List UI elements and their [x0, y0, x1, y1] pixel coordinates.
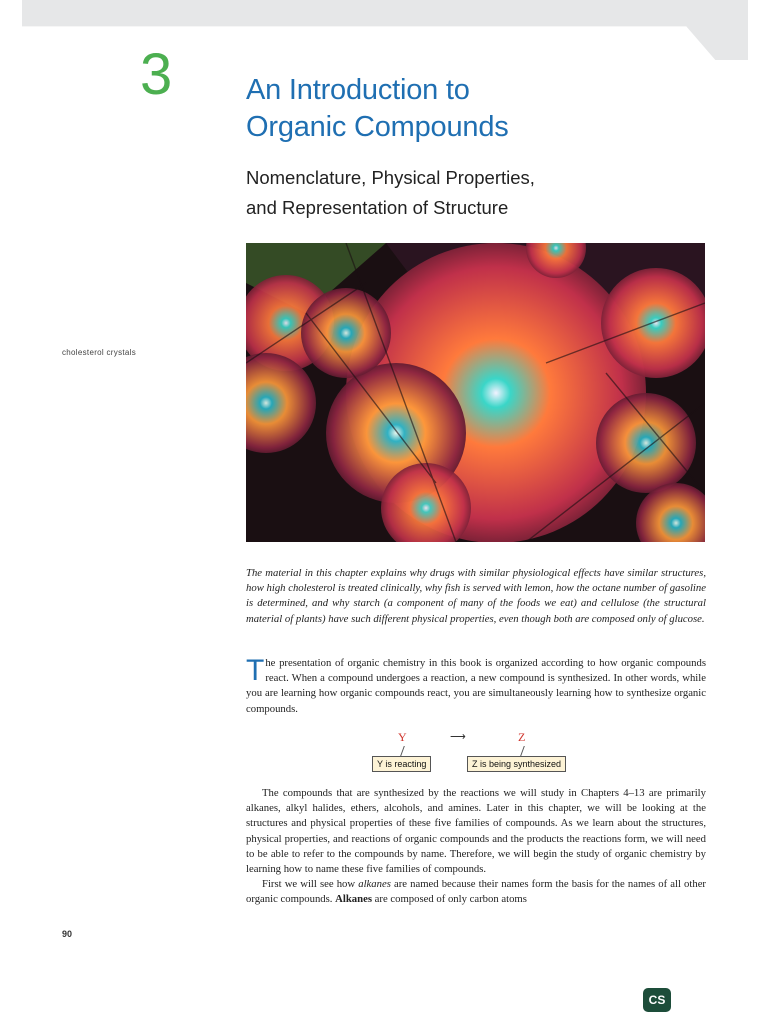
figure-caption: cholesterol crystals [62, 348, 137, 357]
reactant-letter: Y [398, 730, 407, 744]
paragraph-3-text-a: First we will see how [262, 878, 359, 891]
product-label: Z is being synthesized [467, 756, 566, 772]
opening-paragraph-text: he presentation of organic chemistry in this book is organized according to how organic compounds react. When a compound undergoes a reaction, a new compound is synthesized. In other words, while you are learning how organic compounds react, you are simultaneously learning how to synthesize organic compounds. [246, 657, 706, 715]
cholesterol-crystals-photo [246, 243, 705, 542]
page-number: 90 [62, 929, 73, 939]
chapter-title-line1: An Introduction to [246, 74, 470, 106]
chapter-subtitle-line2: and Representation of Structure [246, 197, 509, 218]
alkanes-bold-term: Alkanes [335, 893, 372, 906]
reactant-label: Y is reacting [372, 756, 431, 772]
crystal-7 [596, 393, 696, 493]
paragraph-2: The compounds that are synthesized by the reactions we will study in Chapters 4–13 are primarily alkanes, alkyl halides, ethers, alcohols, and amines. Later in this chapter, we will be looking at the structures and physical properties of these five families of compounds. As we learn about the structures, physical properties, and reactions of organic compounds and the products the reactions form, we will need to be able to refer to the compounds by name. Therefore, we will begin the study of organic chemistry by learning how to name these five families of compounds. [246, 787, 706, 876]
chapter-intro: The material in this chapter explains why drugs with similar physiological effects have similar structures, how high cholesterol is treated clinically, why fish is served with lemon, how the octane number of gasoline is determined, and why starch (a component of many of the foods we eat) and cellulose (the structural material of plants) have such different physical properties, even though both are composed only of glucose. [246, 567, 706, 625]
drop-cap: T [246, 654, 265, 687]
chapter-subtitle-line1: Nomenclature, Physical Properties, [246, 167, 535, 188]
alkanes-italic: alkanes [358, 878, 391, 891]
reaction-arrow: ⟶ [450, 731, 466, 743]
paragraph-3-text-c: are composed of only carbon atoms [371, 893, 527, 906]
paragraph-3-text-b: are named because their names form the basis for the names of all other organic compounds. [246, 878, 706, 906]
chapter-subtitle [246, 163, 716, 223]
reaction-diagram [370, 730, 590, 775]
crystal-illustration [246, 243, 705, 542]
header-band [22, 0, 748, 60]
body-text [246, 786, 706, 908]
chapter-title-line2: Organic Compounds [246, 111, 509, 143]
opening-paragraph [246, 656, 706, 717]
paragraph-3 [246, 877, 706, 907]
product-pointer [520, 746, 525, 756]
camscanner-logo: CS [643, 988, 671, 1012]
reactant-pointer [400, 746, 405, 756]
product-letter: Z [518, 730, 526, 744]
chapter-title [246, 72, 716, 146]
chapter-number: 3 [140, 42, 173, 107]
